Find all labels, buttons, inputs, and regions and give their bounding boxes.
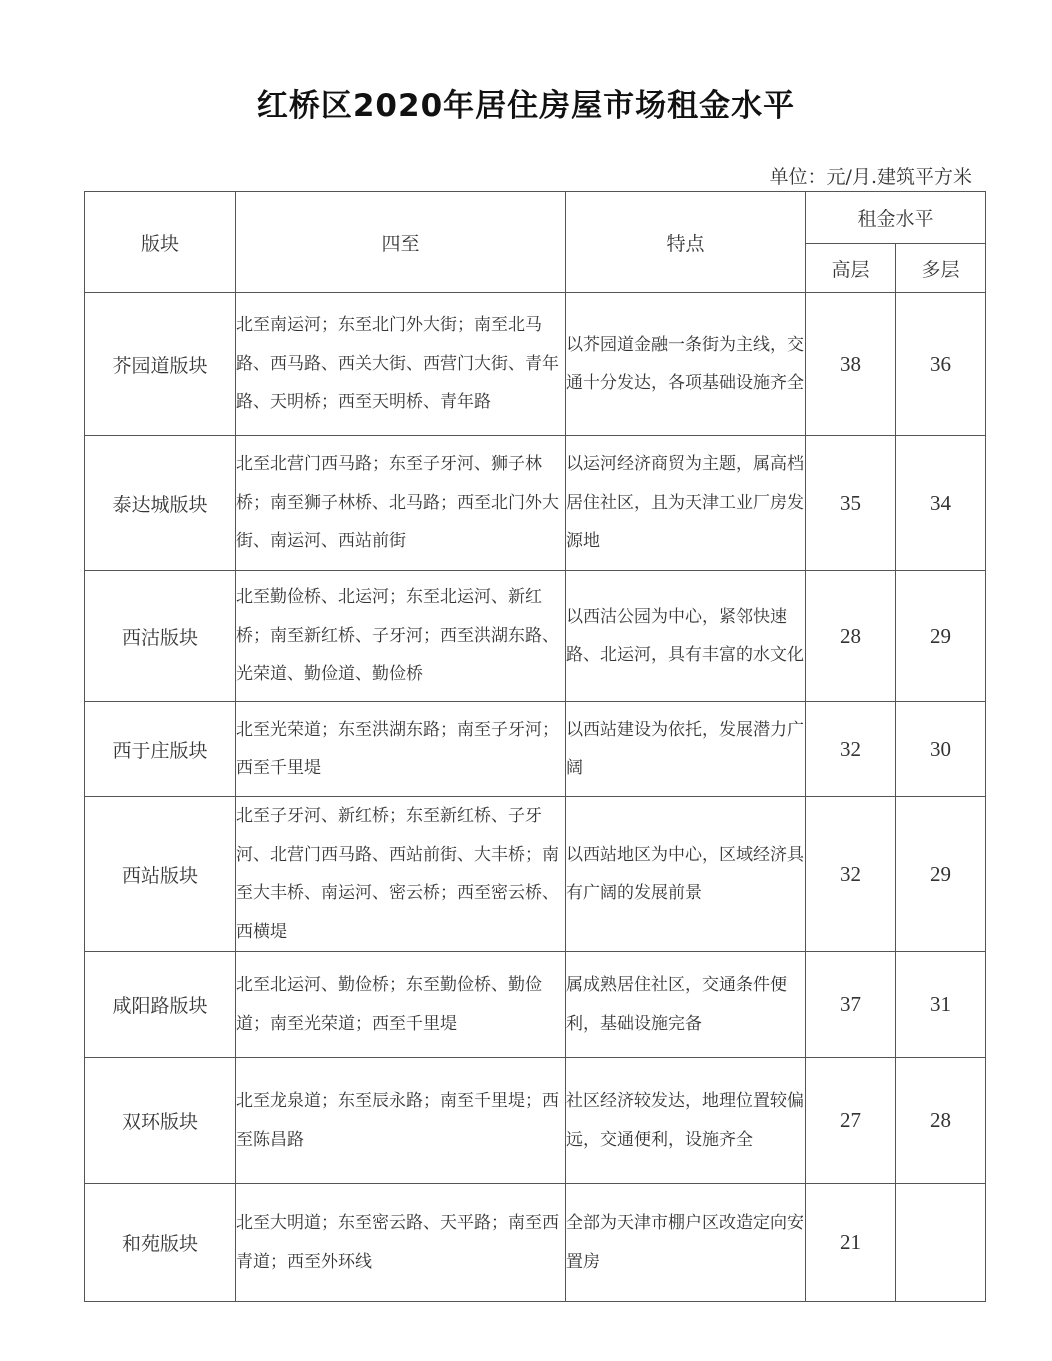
- features-text: 以芥园道金融一条街为主线，交通十分发达，各项基础设施齐全: [566, 293, 806, 436]
- header-high-rise: 高层: [806, 244, 896, 293]
- high-rise-rent: 21: [806, 1184, 896, 1302]
- high-rise-rent: 28: [806, 571, 896, 702]
- header-multi-storey: 多层: [896, 244, 986, 293]
- header-block: 版块: [85, 192, 236, 293]
- features-text: 属成熟居住社区，交通条件便利，基础设施完备: [566, 952, 806, 1058]
- boundary-text: 北至光荣道；东至洪湖东路；南至子牙河；西至千里堤: [236, 702, 566, 797]
- page-title: 红桥区2020年居住房屋市场租金水平: [256, 88, 796, 124]
- multi-storey-rent: 29: [896, 797, 986, 952]
- boundary-text: 北至北营门西马路；东至子牙河、狮子林桥；南至狮子林桥、北马路；西至北门外大街、南运河、西站前街: [236, 436, 566, 571]
- table-row: [85, 1184, 986, 1302]
- boundary-text: 北至大明道；东至密云路、天平路；南至西青道；西至外环线: [236, 1184, 566, 1302]
- table-row: [85, 293, 986, 436]
- high-rise-rent: 35: [806, 436, 896, 571]
- features-text: 以西站地区为中心，区域经济具有广阔的发展前景: [566, 797, 806, 952]
- header-features: 特点: [566, 192, 806, 293]
- unit-note: 单位：元/月.建筑平方米: [769, 166, 972, 188]
- block-name: 西站版块: [85, 797, 236, 952]
- multi-storey-rent: 30: [896, 702, 986, 797]
- block-name: 芥园道版块: [85, 293, 236, 436]
- high-rise-rent: 37: [806, 952, 896, 1058]
- table-row: [85, 436, 986, 571]
- high-rise-rent: 32: [806, 702, 896, 797]
- boundary-text: 北至勤俭桥、北运河；东至北运河、新红桥；南至新红桥、子牙河；西至洪湖东路、光荣道、勤俭道、勤俭桥: [236, 571, 566, 702]
- table-row: [85, 797, 986, 952]
- features-text: 以西沽公园为中心，紧邻快速路、北运河，具有丰富的水文化: [566, 571, 806, 702]
- table-row: [85, 952, 986, 1058]
- multi-storey-rent: [896, 1184, 986, 1302]
- table-row: [85, 1058, 986, 1184]
- header-boundary: 四至: [236, 192, 566, 293]
- boundary-text: 北至南运河；东至北门外大街；南至北马路、西马路、西关大街、西营门大街、青年路、天明桥；西至天明桥、青年路: [236, 293, 566, 436]
- table-row: [85, 571, 986, 702]
- table-row: [85, 702, 986, 797]
- block-name: 西于庄版块: [85, 702, 236, 797]
- high-rise-rent: 27: [806, 1058, 896, 1184]
- features-text: 以西站建设为依托，发展潜力广阔: [566, 702, 806, 797]
- multi-storey-rent: 34: [896, 436, 986, 571]
- high-rise-rent: 32: [806, 797, 896, 952]
- block-name: 双环版块: [85, 1058, 236, 1184]
- boundary-text: 北至北运河、勤俭桥；东至勤俭桥、勤俭道；南至光荣道；西至千里堤: [236, 952, 566, 1058]
- features-text: 社区经济较发达，地理位置较偏远，交通便利，设施齐全: [566, 1058, 806, 1184]
- block-name: 咸阳路版块: [85, 952, 236, 1058]
- boundary-text: 北至龙泉道；东至辰永路；南至千里堤；西至陈昌路: [236, 1058, 566, 1184]
- rent-table: [84, 191, 986, 1302]
- block-name: 泰达城版块: [85, 436, 236, 571]
- multi-storey-rent: 29: [896, 571, 986, 702]
- multi-storey-rent: 31: [896, 952, 986, 1058]
- features-text: 全部为天津市棚户区改造定向安置房: [566, 1184, 806, 1302]
- block-name: 西沽版块: [85, 571, 236, 702]
- multi-storey-rent: 28: [896, 1058, 986, 1184]
- boundary-text: 北至子牙河、新红桥；东至新红桥、子牙河、北营门西马路、西站前街、大丰桥；南至大丰桥、南运河、密云桥；西至密云桥、西横堤: [236, 797, 566, 952]
- multi-storey-rent: 36: [896, 293, 986, 436]
- features-text: 以运河经济商贸为主题，属高档居住社区，且为天津工业厂房发源地: [566, 436, 806, 571]
- high-rise-rent: 38: [806, 293, 896, 436]
- block-name: 和苑版块: [85, 1184, 236, 1302]
- header-rent-level: 租金水平: [806, 192, 986, 244]
